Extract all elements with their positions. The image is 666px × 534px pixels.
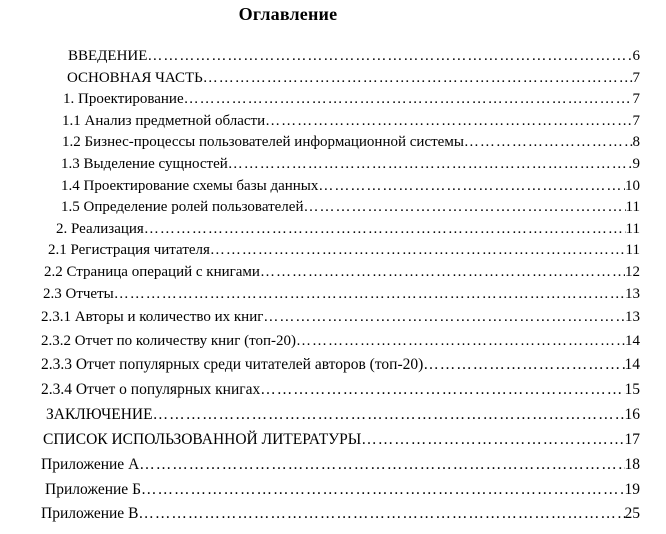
toc-entry-label: 2.3 Отчеты xyxy=(43,285,114,302)
toc-entry-page: 7 xyxy=(632,69,640,86)
toc-entry xyxy=(0,240,640,262)
toc-entry-label: ЗАКЛЮЧЕНИЕ xyxy=(46,405,153,423)
toc-entry xyxy=(0,176,640,198)
dot-leader xyxy=(144,219,626,241)
toc-entry-label: 2.2 Страница операций с книгами xyxy=(44,263,260,280)
toc-entry xyxy=(0,89,640,111)
toc-entry xyxy=(0,378,640,403)
toc-entry-label: Приложение В xyxy=(41,505,139,523)
toc-entry-page: 18 xyxy=(624,455,640,473)
toc-entry-label: 2.3.2 Отчет по количеству книг (топ-20) xyxy=(41,333,296,350)
dot-leader xyxy=(263,305,625,329)
toc-entry-page: 13 xyxy=(625,285,640,302)
dot-leader xyxy=(141,478,625,503)
toc-entry-page: 14 xyxy=(625,333,640,350)
toc-entry xyxy=(0,132,640,154)
dot-leader xyxy=(147,46,632,68)
toc-entry-page: 16 xyxy=(624,405,640,423)
toc-entry xyxy=(0,46,640,68)
dot-leader xyxy=(423,353,624,378)
toc-entry-page: 11 xyxy=(625,199,640,216)
dot-leader xyxy=(265,111,632,133)
toc-entry-page: 12 xyxy=(625,263,640,280)
dot-leader xyxy=(228,154,633,176)
toc-entry-page: 6 xyxy=(632,48,640,64)
toc-entry-page: 13 xyxy=(625,309,640,326)
toc-entry xyxy=(0,428,640,453)
toc-entry-page: 10 xyxy=(625,177,640,194)
toc-entry-label: 2.3.4 Отчет о популярных книгах xyxy=(41,381,261,399)
toc-entry xyxy=(0,353,640,378)
dot-leader xyxy=(318,176,625,198)
toc-entry xyxy=(0,329,640,353)
toc-entry xyxy=(0,219,640,241)
toc-entry-label: Приложение Б xyxy=(45,480,141,498)
dot-leader xyxy=(153,403,625,428)
toc-entry-label: 1.5 Определение ролей пользователей xyxy=(61,199,304,216)
toc-entry-page: 9 xyxy=(632,155,640,172)
toc-entry-label: Приложение А xyxy=(41,455,140,473)
toc-entry xyxy=(0,284,640,306)
dot-leader xyxy=(138,502,624,527)
dot-leader xyxy=(184,89,633,111)
toc-entry-label: 2.1 Регистрация читателя xyxy=(48,242,210,259)
dot-leader xyxy=(210,240,626,262)
dot-leader xyxy=(139,453,624,478)
toc-entry xyxy=(0,453,640,478)
dot-leader xyxy=(303,197,625,219)
toc-entry-label: 2. Реализация xyxy=(56,220,144,237)
toc-entry-label: 2.3.3 Отчет популярных среди читателей авторов (топ-20) xyxy=(41,356,424,374)
toc-entry-page: 17 xyxy=(624,430,640,448)
table-of-contents xyxy=(0,46,640,527)
toc-entry-label: 1.1 Анализ предметной области xyxy=(62,112,266,129)
toc-entry xyxy=(0,305,640,329)
dot-leader xyxy=(114,284,625,306)
toc-entry-label: 1. Проектирование xyxy=(63,91,184,108)
toc-entry-page: 8 xyxy=(632,134,640,151)
toc-entry-page: 11 xyxy=(625,242,640,259)
toc-entry-label: 2.3.1 Авторы и количество их книг xyxy=(41,309,264,326)
page-title: Оглавление xyxy=(238,4,338,24)
dot-leader xyxy=(260,378,624,403)
toc-entry-page: 15 xyxy=(624,381,640,399)
dot-leader xyxy=(361,428,624,453)
toc-entry xyxy=(0,478,640,503)
toc-entry-page: 19 xyxy=(624,480,640,498)
toc-entry xyxy=(0,197,640,219)
toc-entry-label: 1.4 Проектирование схемы базы данных xyxy=(61,177,319,194)
toc-entry-label: 1.3 Выделение сущностей xyxy=(61,155,228,172)
toc-entry-page: 7 xyxy=(632,91,640,108)
toc-entry-label: ОСНОВНАЯ ЧАСТЬ xyxy=(67,69,203,86)
dot-leader xyxy=(260,262,625,284)
toc-entry-page: 25 xyxy=(624,505,640,523)
toc-entry-page: 11 xyxy=(625,220,640,237)
dot-leader xyxy=(203,68,633,90)
dot-leader xyxy=(296,329,625,353)
toc-entry xyxy=(0,403,640,428)
toc-entry-label: 1.2 Бизнес-процессы пользователей информационной системы xyxy=(62,134,464,151)
toc-entry xyxy=(0,68,640,90)
toc-entry xyxy=(0,154,640,176)
toc-entry xyxy=(0,111,640,133)
toc-entry-page: 14 xyxy=(624,356,640,374)
toc-entry xyxy=(0,502,640,527)
toc-entry-label: ВВЕДЕНИЕ xyxy=(68,48,148,64)
toc-entry xyxy=(0,262,640,284)
dot-leader xyxy=(464,132,633,154)
toc-entry-page: 7 xyxy=(632,112,640,129)
toc-entry-label: СПИСОК ИСПОЛЬЗОВАННОЙ ЛИТЕРАТУРЫ xyxy=(43,430,362,448)
